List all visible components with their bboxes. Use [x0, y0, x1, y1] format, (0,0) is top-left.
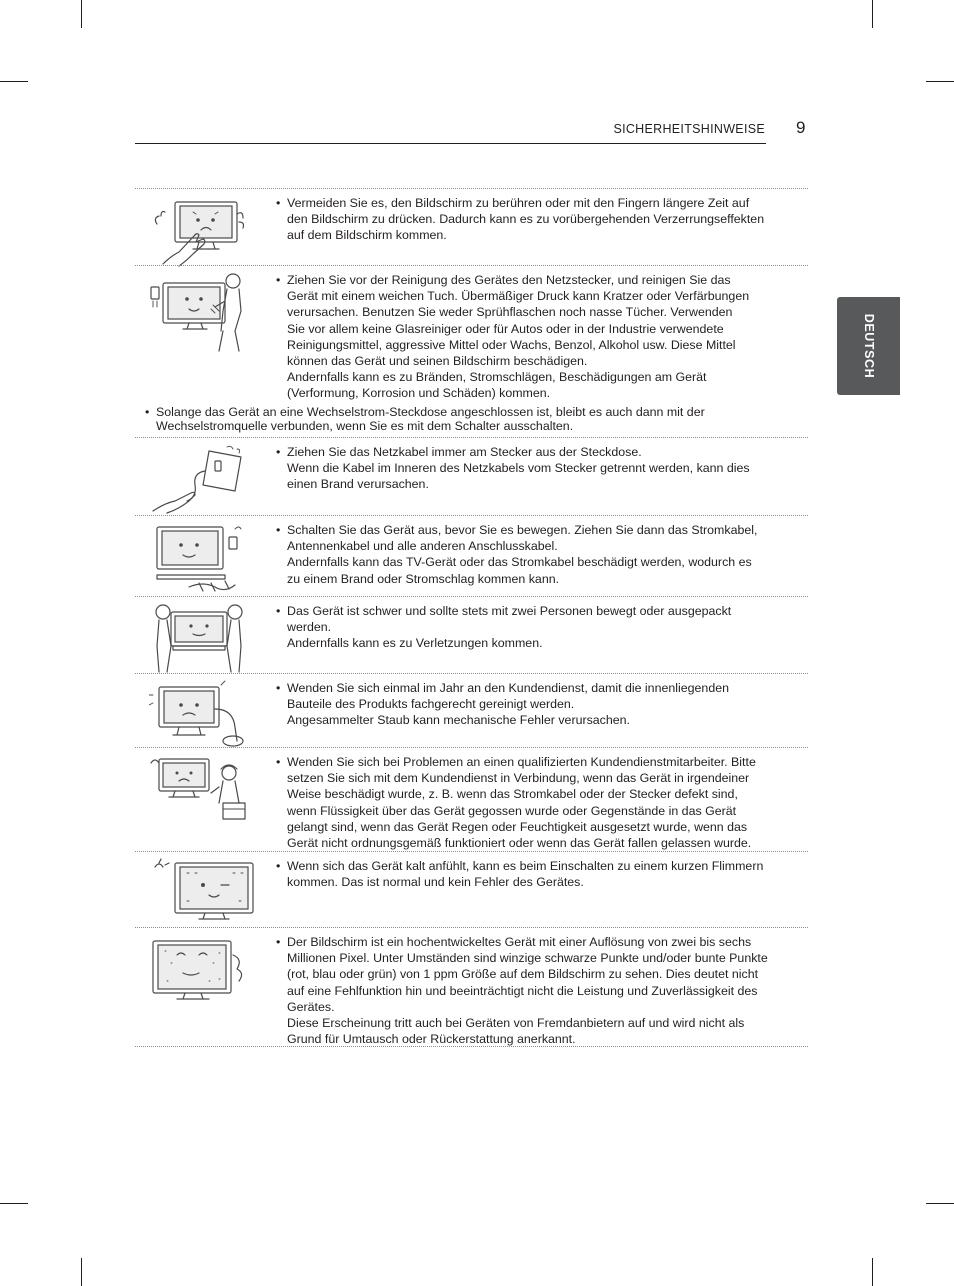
- flickering-screen-icon: [149, 857, 259, 929]
- crop-mark: [0, 1203, 28, 1204]
- safety-item: [135, 265, 808, 401]
- text-line: (rot, blau oder grün) von 1 ppm Größe auf dem Bildschirm zu sehen. Dies deutet nicht: [287, 967, 759, 982]
- safety-item: [135, 851, 808, 928]
- pixel-dots-screen-icon: [149, 933, 259, 1005]
- crop-mark: [872, 1258, 873, 1286]
- table-bottom-rule: [135, 1046, 808, 1047]
- safety-item: [135, 596, 808, 674]
- crop-mark: [926, 1203, 954, 1204]
- text-line: Diese Erscheinung tritt auch bei Geräten von Fremdanbietern auf und wird nicht als: [287, 1016, 745, 1031]
- cleaning-tv-icon: [149, 271, 249, 355]
- text-line: setzen Sie sich mit dem Kundendienst in Verbindung, wenn das Gerät in irgendeiner: [287, 771, 750, 786]
- text-line: Gerät nicht ordnungsgemäß funktioniert oder wenn das Gerät fallen gelassen wurde.: [287, 836, 752, 851]
- language-tab-label: DEUTSCH: [861, 313, 876, 379]
- safety-item: [135, 188, 808, 266]
- text-line: kommen. Das ist normal und kein Fehler des Gerätes.: [287, 875, 584, 890]
- text-line: auf eine Fehlfunktion hin und beeinträchtigt nicht die Leistung und Zuverlässigkeit des: [287, 983, 758, 998]
- crop-mark: [81, 0, 82, 28]
- bullet-line: • Ziehen Sie das Netzkabel immer am Stecker aus der Steckdose.: [276, 445, 642, 459]
- text-line: Millionen Pixel. Unter Umständen sind winzige schwarze Punkte und/oder bunte Punkte: [287, 951, 768, 966]
- vacuum-cleaning-icon: [149, 679, 249, 749]
- finger-pressing-screen-icon: [149, 194, 249, 268]
- text-line: Wenn die Kabel im Inneren des Netzkabels vom Stecker getrennt werden, kann dies: [287, 461, 750, 476]
- bullet-line: • Wenden Sie sich einmal im Jahr an den Kundendienst, damit die innenliegenden: [276, 681, 729, 695]
- page-number: 9: [796, 118, 806, 137]
- text-line: Angesammelter Staub kann mechanische Fehler verursachen.: [287, 713, 630, 728]
- safety-item: [135, 747, 808, 852]
- bullet-line: • Wenden Sie sich bei Problemen an einen qualifizierten Kundendienstmitarbeiter. Bitte: [276, 755, 756, 769]
- item-text: [276, 934, 798, 1047]
- text-line: verursachen. Benutzen Sie weder Sprühflaschen noch nasse Tücher. Verwenden: [287, 305, 733, 320]
- text-line: zu einem Brand oder Stromschlag kommen kann.: [287, 571, 560, 586]
- safety-item: [135, 437, 808, 516]
- crop-mark: [0, 81, 28, 82]
- item-text: [276, 603, 798, 652]
- text-line: einen Brand verursachen.: [287, 477, 429, 492]
- bullet-line: • Wenn sich das Gerät kalt anfühlt, kann es beim Einschalten zu einem kurzen Flimmern: [276, 859, 764, 873]
- text-line: Gerätes.: [287, 999, 335, 1014]
- text-line: Andernfalls kann das TV-Gerät oder das Stromkabel beschädigt werden, wodurch es: [287, 555, 752, 570]
- text-line: Andernfalls kann es zu Verletzungen kommen.: [287, 636, 543, 651]
- text-line: können das Gerät und seinen Bildschirm beschädigen.: [287, 354, 588, 369]
- bullet-line: • Schalten Sie das Gerät aus, bevor Sie es bewegen. Ziehen Sie dann das Stromkabel,: [276, 523, 758, 537]
- bullet-line: • Das Gerät ist schwer und sollte stets mit zwei Personen bewegt oder ausgepackt: [276, 604, 732, 618]
- bullet-line: • Ziehen Sie vor der Reinigung des Gerätes den Netzstecker, und reinigen Sie das: [276, 273, 731, 287]
- text-line: Wechselstromquelle verbunden, wenn Sie es mit dem Schalter ausschalten.: [156, 418, 574, 433]
- bullet-line: • Vermeiden Sie es, den Bildschirm zu berühren oder mit den Fingern längere Zeit auf: [276, 196, 750, 210]
- text-line: den Bildschirm zu drücken. Dadurch kann es zu vorübergehenden Verzerrungseffekten: [287, 212, 765, 227]
- text-line: Bauteile des Produkts fachgerecht gereinigt werden.: [287, 697, 575, 712]
- text-line: Sie vor allem keine Glasreiniger oder für Autos oder in der Industrie verwendete: [287, 321, 724, 336]
- item-text: [276, 680, 798, 729]
- text-line: Andernfalls kann es zu Bränden, Stromschlägen, Beschädigungen am Gerät: [287, 370, 707, 385]
- safety-item: [135, 515, 808, 597]
- crop-mark: [872, 0, 873, 28]
- item-text: [276, 522, 798, 587]
- crop-mark: [81, 1258, 82, 1286]
- text-line: Antennenkabel und alle anderen Anschlusskabel.: [287, 539, 558, 554]
- text-line: werden.: [287, 620, 332, 635]
- item-text: [276, 195, 798, 244]
- unplug-cable-icon: [149, 443, 249, 517]
- text-line: auf dem Bildschirm kommen.: [287, 228, 447, 243]
- crop-mark: [926, 81, 954, 82]
- header-rule: [135, 143, 766, 144]
- item-text: [276, 272, 798, 402]
- disconnect-cables-icon: [149, 521, 249, 595]
- text-line: wenn Flüssigkeit über das Gerät gegossen wurde oder Gegenstände in das Gerät: [287, 803, 737, 818]
- item-text: [276, 858, 798, 890]
- text-line: Grund für Umtausch oder Rückerstattung anerkannt.: [287, 1032, 576, 1047]
- text-line: gelangt sind, wenn das Gerät Regen oder Feuchtigkeit ausgesetzt wurde, wenn das: [287, 819, 748, 834]
- text-line: Weise beschädigt wurde, z. B. wenn das Stromkabel oder der Stecker defekt sind,: [287, 787, 738, 802]
- item-text: [276, 754, 798, 851]
- text-line: Solange das Gerät an eine Wechselstrom-Steckdose angeschlossen ist, bleibt es auch dann mit der: [156, 405, 705, 419]
- text-line: Gerät mit einem weichen Tuch. Übermäßiger Druck kann Kratzer oder Verfärbungen: [287, 289, 750, 304]
- item-text: [276, 444, 798, 493]
- standalone-note: • Solange das Gerät an eine Wechselstrom-Steckdose angeschlossen ist, bleibt es auch dann mit der Wechselstromquelle verbunden, wenn Sie es mit dem Schalter ausschalten.: [145, 406, 766, 433]
- text-line: Reinigungsmittel, aggressive Mittel oder Wachs, Benzol, Alkohol usw. Diese Mittel: [287, 337, 736, 352]
- bullet-line: • Der Bildschirm ist ein hochentwickeltes Gerät mit einer Auflösung von zwei bis sechs: [276, 935, 752, 949]
- language-tab: [837, 297, 900, 395]
- text-line: (Verformung, Korrosion und Schäden) kommen.: [287, 386, 551, 401]
- safety-item: [135, 927, 808, 1047]
- safety-item: [135, 673, 808, 748]
- two-people-carrying-tv-icon: [149, 602, 249, 674]
- section-title: SICHERHEITSHINWEISE: [613, 122, 765, 136]
- service-technician-icon: [149, 753, 249, 825]
